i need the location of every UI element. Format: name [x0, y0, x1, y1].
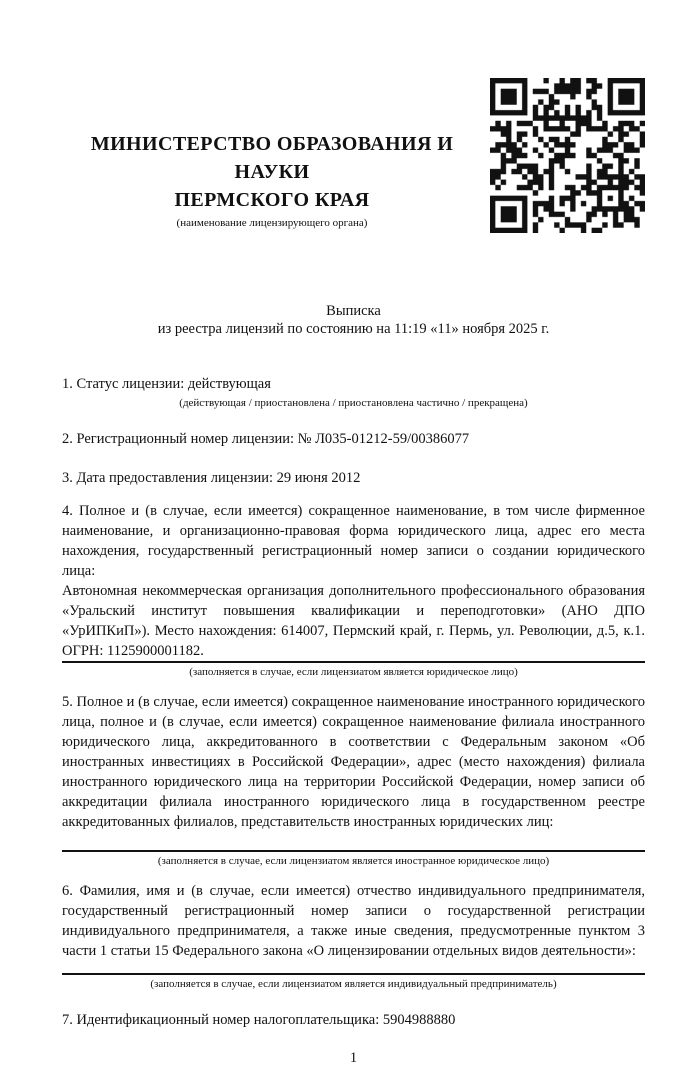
item-3-license-date: [62, 468, 645, 488]
page-number: 1: [349, 1050, 358, 1066]
legal-entity-caption: (заполняется в случае, если лицензиатом является юридическое лицо): [189, 666, 518, 678]
blank-fill-space: [62, 832, 645, 850]
qr-code-icon: [490, 78, 645, 233]
ministry-title-line1: МИНИСТЕРСТВО ОБРАЗОВАНИЯ И НАУКИ: [90, 133, 454, 183]
item-4-legal-entity: [62, 501, 645, 679]
item-5-foreign-entity: [62, 692, 645, 868]
foreign-entity-caption: (заполняется в случае, если лицензиатом является иностранное юридическое лицо): [157, 855, 550, 867]
item-2-registration-number: [62, 429, 645, 449]
item-6-individual-entrepreneur: [62, 881, 645, 991]
legal-entity-label: 4. Полное и (в случае, если имеется) сокращенное наименование, в том числе фирменное наименование, и организационно-правовая форма юридического лица, адрес его места нахождения, государственный регистрационный номер записи о создании юридического лица:: [62, 503, 645, 579]
document-body: [62, 374, 645, 1030]
license-status-text: 1. Статус лицензии: действующая: [62, 376, 271, 392]
document-title-line2: из реестра лицензий по состоянию на 11:19 «11» ноября 2025 г.: [157, 320, 550, 337]
registration-number-text: 2. Регистрационный номер лицензии: № Л035-01212-59/00386077: [62, 431, 470, 447]
document-title-line1: Выписка: [326, 303, 381, 319]
item-1-license-status: [62, 374, 645, 410]
fill-line: [62, 850, 645, 852]
entrepreneur-label: 6. Фамилия, имя и (в случае, если имеется) отчество индивидуального предпринимателя, государственный регистрационный номер записи о государственной регистрации индивидуального предпринимателя, а также иные сведения, предусмотренные пунктом 3 части 1 статьи 15 Федерального закона «О лицензировании отдельных видов деятельности»:: [62, 883, 645, 959]
document-title: [62, 303, 645, 338]
ministry-title-line2: ПЕРМСКОГО КРАЯ: [174, 189, 370, 211]
license-status-caption: (действующая / приостановлена / приостановлена частично / прекращена): [179, 397, 528, 409]
legal-entity-value: Автономная некоммерческая организация дополнительного профессионального образования «Уральский институт повышения квалификации и переподготовки» (АНО ДПО «УрИПКиП»). Место нахождения: 614007, Пермский край, г. Пермь, ул. Революции, д.5, к.1. ОГРН: 1125900001182.: [62, 583, 645, 659]
blank-fill-space: [62, 961, 645, 973]
license-date-text: 3. Дата предоставления лицензии: 29 июня 2012: [62, 470, 361, 486]
authority-name-caption: (наименование лицензирующего органа): [176, 217, 368, 229]
fill-line: [62, 661, 645, 663]
entrepreneur-caption: (заполняется в случае, если лицензиатом является индивидуальный предприниматель): [150, 978, 557, 990]
licensing-authority-block: [62, 78, 490, 230]
document-header: [62, 78, 645, 233]
taxpayer-id-text: 7. Идентификационный номер налогоплательщика: 5904988880: [62, 1012, 456, 1028]
foreign-entity-label: 5. Полное и (в случае, если имеется) сокращенное наименование иностранного юридического лица, полное и (в случае, если имеется) сокращенное наименование филиала иностранного юридического лица, аккредитованного в соответствии с Федеральным законом «Об иностранных инвестициях в Российской Федерации», адрес (место нахождения) филиала иностранного юридического лица на территории Российской Федерации, номер записи об аккредитации филиала иностранного юридического лица в государственном реестре аккредитованных филиалов, представительств иностранных юридических лиц:: [62, 694, 645, 830]
item-7-taxpayer-id: [62, 1010, 645, 1030]
fill-line: [62, 973, 645, 975]
